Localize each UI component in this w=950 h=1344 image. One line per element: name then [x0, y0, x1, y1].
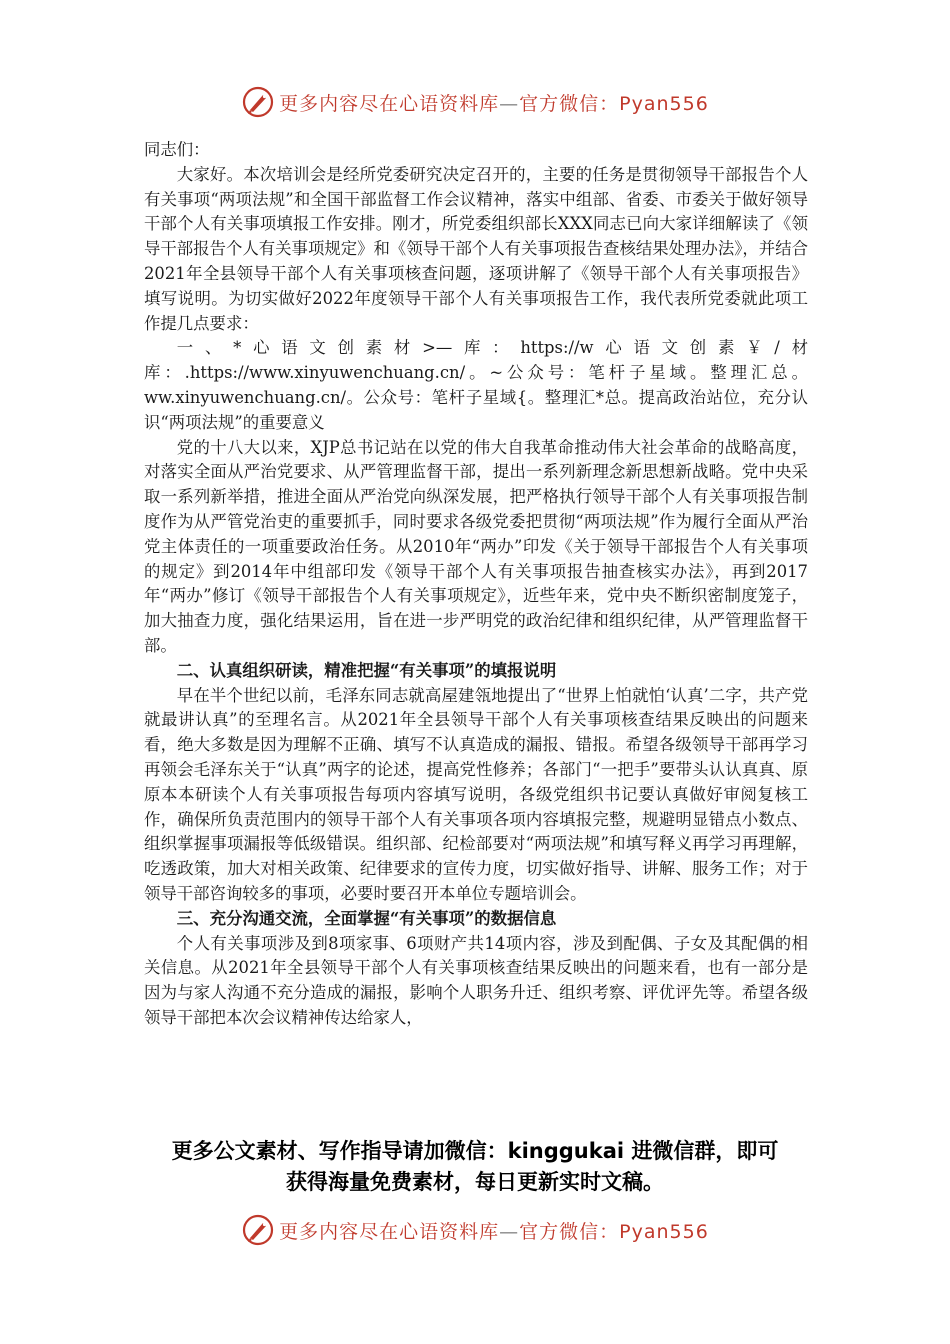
paragraph-section-3: 个人有关事项涉及到8项家事、6项财产共14项内容，涉及到配偶、子女及其配偶的相关信息。从2021年全县领导干部个人有关事项核查结果反映出的问题来看，也有一部分是因为与家人沟通不充分造成的漏报，影响个人职务升迁、组织考察、评优评先等。希望各级领导干部把本次会议精神传达给家人，	[144, 933, 808, 1027]
footer-ad-line-2: 获得海量免费素材，每日更新实时文稿。	[286, 1170, 664, 1194]
paragraph-section-2: 早在半个世纪以前，毛泽东同志就高屋建瓴地提出了“世界上怕就怕‘认真’二字，共产党就最讲认真”的至理名言。从2021年全县领导干部个人有关事项核查结果反映出的问题来看，绝大多数是因为理解不正确、填写不认真造成的漏报、错报。希望各级领导干部再学习再领会毛泽东关于“认真”两字的论述，提高党性修养；各部门“一把手”要带头认认真真、原原本本研读个人有关事项报告每项内容填写说明，各级党组织书记要认真做好审阅复核工作，确保所负责范围内的领导干部个人有关事项各项内容填报完整，规避明显错点小数点、组织掌握事项漏报等低级错误。组织部、纪检部要对“两项法规”和填写释义再学习再理解，吃透政策，加大对相关政策、纪律要求的宣传力度，切实做好指导、讲解、服务工作；对于领导干部咨询较多的事项，必要时要召开本单位专题培训会。	[144, 685, 808, 903]
salutation: 同志们：	[144, 140, 210, 159]
document-body	[144, 138, 808, 1031]
paragraph-section-1: 党的十八大以来，XJP总书记站在以党的伟大自我革命推动伟大社会革命的战略高度，对落实全面从严治党要求、从严管理监督干部，提出一系列新理念新思想新战略。党中央采取一系列新举措，推进全面从严治党向纵深发展，把严格执行领导干部个人有关事项报告制度作为从严管党治吏的重要抓手，同时要求各级党委把贯彻“两项法规”作为履行全面从严治党主体责任的一项重要政治任务。从2010年“两办”印发《关于领导干部报告个人有关事项的规定》到2014年中组部印发《领导干部个人有关事项报告抽查核实办法》，再到2017年“两办”修订《领导干部报告个人有关事项规定》，近些年来，党中央不断织密制度笼子，加大抽查力度，强化结果运用，旨在进一步严明党的政治纪律和组织纪律，从严管理监督干部。	[144, 437, 808, 655]
section-heading-2: 二、认真组织研读，精准把握“有关事项”的填报说明	[176, 660, 557, 680]
section-heading-1: 一、*心语文创素材>—库：https://w心语文创素￥/材库：.https://www.xinyuwenchuang.cn/。~公众号：笔杆子星域。整理汇总。ww.xinyuwenchuang.cn/。公众号：笔杆子星域{。整理汇*总。提高政治站位，充分认识“两项法规”的重要意义	[144, 338, 808, 432]
footer-banner-dash: —	[499, 1220, 520, 1243]
footer-banner-wechat: 官方微信：Pyan556	[519, 1220, 709, 1243]
header-banner-dash: —	[499, 92, 520, 115]
paragraph-intro: 大家好。本次培训会是经所党委研究决定召开的，主要的任务是贯彻领导干部报告个人有关事项“两项法规”和全国干部监督工作会议精神，落实中组部、省委、市委关于做好领导干部个人有关事项填报工作安排。刚才，所党委组织部长XXX同志已向大家详细解读了《领导干部报告个人有关事项规定》和《领导干部个人有关事项报告查核结果处理办法》，并结合2021年全县领导干部个人有关事项核查问题，逐项讲解了《领导干部个人有关事项报告》填写说明。为切实做好2022年度领导干部个人有关事项报告工作，我代表所党委就此项工作提几点要求：	[144, 164, 808, 333]
section-heading-3: 三、充分沟通交流，全面掌握“有关事项”的数据信息	[176, 908, 557, 928]
footer-banner-text: 更多内容尽在心语资料库	[279, 1220, 500, 1243]
header-banner-text: 更多内容尽在心语资料库	[279, 92, 500, 115]
pen-nib-icon	[241, 85, 275, 119]
pen-nib-icon	[241, 1213, 275, 1247]
footer-ad-line-1: 更多公文素材、写作指导请加微信：kinggukai 进微信群，即可	[171, 1139, 779, 1163]
header-banner-wechat: 官方微信：Pyan556	[519, 92, 709, 115]
header-banner	[0, 82, 950, 122]
footer-ad	[100, 1136, 850, 1198]
footer-banner	[0, 1210, 950, 1250]
